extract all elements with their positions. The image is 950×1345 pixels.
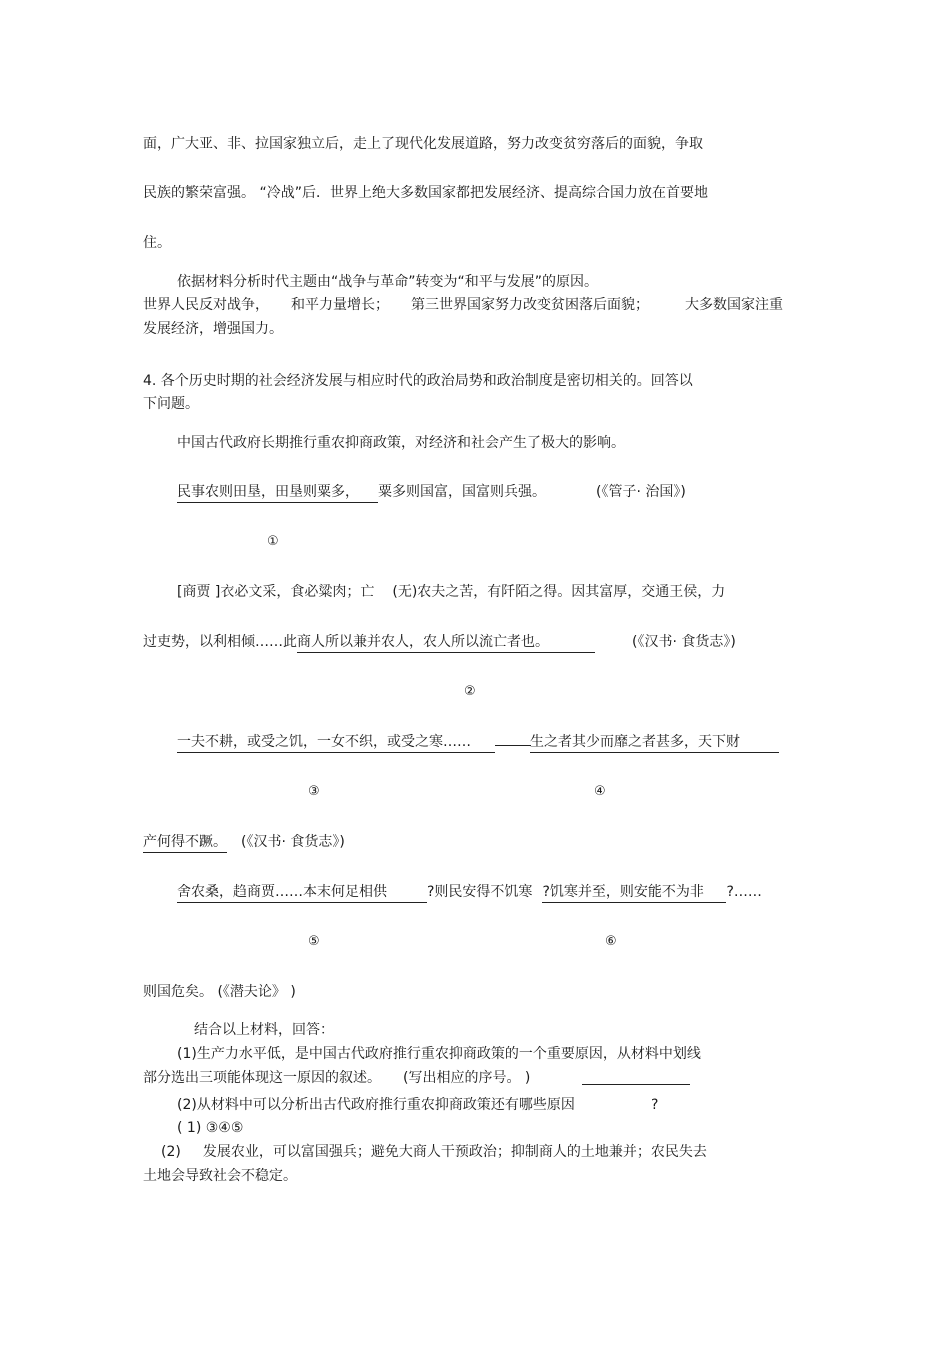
- material-2-line-2: [143, 633, 595, 653]
- marker-1: ①: [267, 534, 279, 549]
- marker-3: ③: [308, 784, 320, 799]
- subq-2-mark: ?: [651, 1097, 659, 1113]
- material-2-a: [商贾 ]衣必文采，食必粱肉；亡: [177, 584, 375, 600]
- answer-2-line-1: [161, 1143, 707, 1161]
- para-line-3: 住。: [143, 235, 171, 251]
- material-3-source: (《汉书· 食货志》): [241, 834, 345, 850]
- material-1-underlined: 民事农则田垦，田垦则粟多，: [177, 483, 378, 503]
- material-3-line-2: [143, 833, 345, 853]
- para-line-1: 面，广大亚、非、拉国家独立后，走上了现代化发展道路，努力改变贫穷落后的面貌，争取: [143, 136, 703, 152]
- material-1-rest: 粟多则国富，国富则兵强。: [378, 484, 546, 500]
- q4-intro: 中国古代政府长期推行重农抑商政策，对经济和社会产生了极大的影响。: [177, 435, 625, 451]
- material-3-underlined-2-wrap: [530, 733, 779, 753]
- subq-2: (2)从材料中可以分析出古代政府推行重农抑商政策还有哪些原因: [177, 1097, 575, 1113]
- q3-answer-c: 第三世界国家努力改变贫困落后面貌；: [411, 297, 649, 313]
- material-4-q2: ?……: [726, 884, 762, 900]
- answer-2-text: 发展农业，可以富国强兵；避免大商人干预政治；抑制商人的土地兼并；农民失去: [202, 1144, 707, 1160]
- material-2-c: 过吏势，以利相倾……此: [143, 634, 297, 650]
- material-2-underlined: 商人所以兼并农人，农人所以流亡者也。: [297, 633, 595, 653]
- answer-2-label: (2): [161, 1144, 181, 1160]
- q4-stem-line-2: 下问题。: [143, 396, 199, 412]
- material-3-underlined-3: 产何得不蹶。: [143, 833, 227, 853]
- subq-1-answer-blank: [582, 1069, 690, 1085]
- marker-6: ⑥: [605, 934, 617, 949]
- answer-1: ( 1) ③④⑤: [177, 1120, 244, 1136]
- marker-2: ②: [464, 684, 476, 699]
- subq-1-line-2: [143, 1069, 530, 1087]
- subq-1-text: 部分选出三项能体现这一原因的叙述。: [143, 1070, 381, 1086]
- q3-answer-b: 和平力量增长；: [291, 297, 389, 313]
- combine-prompt: 结合以上材料，回答：: [194, 1022, 334, 1038]
- material-4-q1: ?则民安得不饥寒: [427, 884, 533, 900]
- material-3-underlined-2: 生之者其少而靡之者甚多，天下财: [530, 733, 779, 753]
- material-4-line-1: [177, 883, 762, 903]
- material-2-b: (无)农夫之苦，有阡陌之得。因其富厚，交通王侯，力: [392, 584, 726, 600]
- q3-question: 依据材料分析时代主题由“战争与革命”转变为“和平与发展”的原因。: [177, 274, 599, 290]
- q3-answer-a: 世界人民反对战争，: [143, 297, 269, 313]
- marker-4: ④: [594, 784, 606, 799]
- material-1: [177, 483, 546, 503]
- material-4-underlined-1: 舍农桑，趋商贾……本末何足相供: [177, 883, 427, 903]
- material-1-source: (《管子· 治国》): [596, 484, 686, 500]
- subq-1-hint: (写出相应的序号。 ): [403, 1070, 531, 1086]
- material-2-line-1: [177, 583, 725, 601]
- material-3-line-1: [177, 733, 531, 753]
- marker-5: ⑤: [308, 934, 320, 949]
- material-2-source: (《汉书· 食货志》): [632, 634, 736, 650]
- q3-answer-d: 大多数国家注重: [685, 297, 783, 313]
- q4-stem-line-1: 4. 各个历史时期的社会经济发展与相应时代的政治局势和政治制度是密切相关的。回答以: [143, 373, 693, 389]
- q3-answer-line-1: [143, 296, 783, 314]
- material-4-underlined-2: ?饥寒并至，则安能不为非: [542, 883, 726, 903]
- material-3-underlined-1: 一夫不耕，或受之饥，一女不织，或受之寒……: [177, 733, 495, 753]
- subq-1-line-1: (1)生产力水平低，是中国古代政府推行重农抑商政策的一个重要原因，从材料中划线: [177, 1046, 701, 1062]
- answer-2-line-2: 土地会导致社会不稳定。: [143, 1168, 297, 1184]
- para-line-2: 民族的繁荣富强。 “冷战”后．世界上绝大多数国家都把发展经济、提高综合国力放在首要地: [143, 185, 708, 201]
- q3-answer-line-2: 发展经济，增强国力。: [143, 321, 283, 337]
- material-4-line-2: 则国危矣。 (《潜夫论》 ): [143, 984, 296, 1000]
